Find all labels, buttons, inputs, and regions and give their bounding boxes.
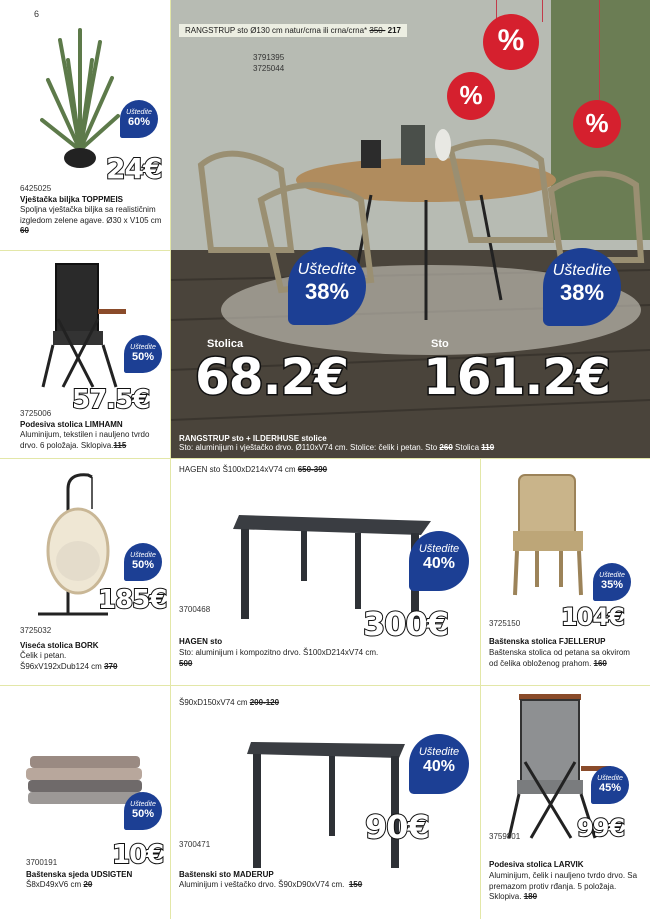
price: 57.5€	[72, 385, 150, 415]
table-image	[245, 732, 415, 872]
chair-image	[38, 259, 138, 389]
plant-image	[40, 20, 120, 170]
tag-string	[599, 0, 600, 100]
percent-tag: %	[483, 14, 539, 70]
old-price: 20	[83, 880, 93, 889]
product-code: 3700191	[26, 858, 58, 867]
product-title: Podesiva stolica LARVIK	[489, 860, 584, 869]
product-maderup[interactable]	[171, 686, 480, 919]
page-number: 6	[34, 9, 40, 19]
product-code: 6425025	[20, 184, 52, 193]
product-udsigten[interactable]	[0, 686, 170, 919]
product-top-line: HAGEN sto Š100xD214xV74 cm 650-390	[179, 465, 328, 474]
price: 185€	[98, 585, 167, 615]
discount-badge: Uštedite 40%	[409, 531, 469, 591]
old-price: 200-120	[249, 698, 280, 707]
product-hagen[interactable]	[171, 459, 480, 685]
product-larvik[interactable]	[481, 686, 650, 919]
discount-badge: Uštedite 50%	[124, 543, 162, 581]
old-price: 115	[113, 440, 127, 450]
product-limhamn[interactable]	[0, 251, 170, 458]
product-title: Baštenska sjeda UDSIGTEN	[26, 870, 133, 879]
product-fjellerup[interactable]	[481, 459, 650, 685]
discount-badge: Uštedite 45%	[591, 766, 629, 804]
product-code: 3725150	[489, 619, 521, 628]
old-price: 60	[20, 226, 29, 235]
product-title: HAGEN sto	[179, 637, 223, 646]
price-label-table: Sto	[431, 338, 449, 350]
old-price: 180	[523, 892, 538, 901]
price-chair: 68.2€	[195, 348, 349, 406]
product-code: 3700471	[179, 840, 211, 849]
price: 104€	[561, 603, 624, 631]
discount-badge: Uštedite 60%	[120, 100, 158, 138]
product-description: Aluminijum i veštačko drvo. Š90xD90xV74 cm. 150	[179, 880, 363, 889]
old-price: 650-390	[297, 465, 328, 474]
old-price: 500	[179, 658, 193, 668]
product-description: Spoljna vještačka biljka sa realističnim izgledom zelene agave. Ø30 x V105 cm 60	[20, 205, 162, 235]
hero-caption: RANGSTRUP sto + ILDERHUSE stolice Sto: aluminijum i vještačko drvo. Ø110xV74 cm. Stolice: čelik i petan. Sto 260 Stolica 110	[179, 434, 495, 452]
product-title: Baštenski sto MADERUP	[179, 870, 274, 879]
product-code: 3700468	[179, 605, 211, 614]
hero-banner: RANGSTRUP sto Ø130 cm natur/crna ili crna/crna* 350- 217	[179, 24, 407, 37]
price-label-chair: Stolica	[207, 338, 244, 350]
wicker-chair-image	[507, 469, 607, 599]
percent-tag: %	[447, 72, 495, 120]
product-description: Baštenska stolica od petana sa okvirom od čelika obloženog prahom. 160	[489, 648, 630, 668]
product-description: Sto: aluminijum i kompozitno drvo. Š100xD214xV74 cm. 500	[179, 648, 419, 669]
discount-badge: Uštedite 35%	[593, 563, 631, 601]
price: 10€	[112, 840, 164, 870]
discount-badge: Uštedite 50%	[124, 792, 162, 830]
product-code: 3725044	[253, 64, 285, 73]
product-title: Viseća stolica BORK	[20, 641, 99, 650]
product-title: Podesiva stolica LIMHAMN	[20, 420, 123, 429]
product-description: Aluminijum, tekstilen i nauljeno tvrdo drvo. 6 položaja. Sklopiva.115	[20, 430, 150, 450]
product-description: Čelik i petan. Š96xV192xDub124 cm 370	[20, 651, 118, 671]
discount-badge: Uštedite 40%	[409, 734, 469, 794]
price: 99€	[577, 814, 625, 842]
price: 24€	[106, 152, 162, 185]
old-price: 150	[348, 880, 363, 889]
discount-badge-chair: Uštedite 38%	[288, 247, 366, 325]
product-bork[interactable]	[0, 459, 170, 685]
price: 90€	[365, 808, 429, 846]
product-title: Baštenska stolica FJELLERUP	[489, 637, 606, 646]
product-code: 3725006	[20, 409, 52, 418]
price-table: 161.2€	[423, 348, 610, 406]
hero-photo[interactable]	[171, 0, 650, 458]
product-description: Aluminijum, čelik i nauljeno tvrdo drvo. Sa premazom protiv rđanja. 5 položaja. Sklopiva. 180	[489, 871, 638, 901]
old-price: 160	[593, 658, 607, 668]
percent-tag: %	[573, 100, 621, 148]
product-title: Vještačka biljka TOPPMEIS	[20, 195, 124, 204]
product-description: Š8xD49xV6 cm 20	[26, 880, 93, 889]
product-top-line: Š90xD150xV74 cm 200-120	[179, 698, 280, 707]
product-code: 3759801	[489, 832, 521, 841]
tag-string	[542, 0, 543, 22]
price: 300€	[363, 605, 449, 643]
product-code: 3791395	[253, 53, 285, 62]
product-code: 3725032	[20, 626, 52, 635]
discount-badge: Uštedite 50%	[124, 335, 162, 373]
product-plant[interactable]	[0, 0, 170, 250]
discount-badge-table: Uštedite 38%	[543, 248, 621, 326]
old-price: 370	[104, 661, 118, 671]
